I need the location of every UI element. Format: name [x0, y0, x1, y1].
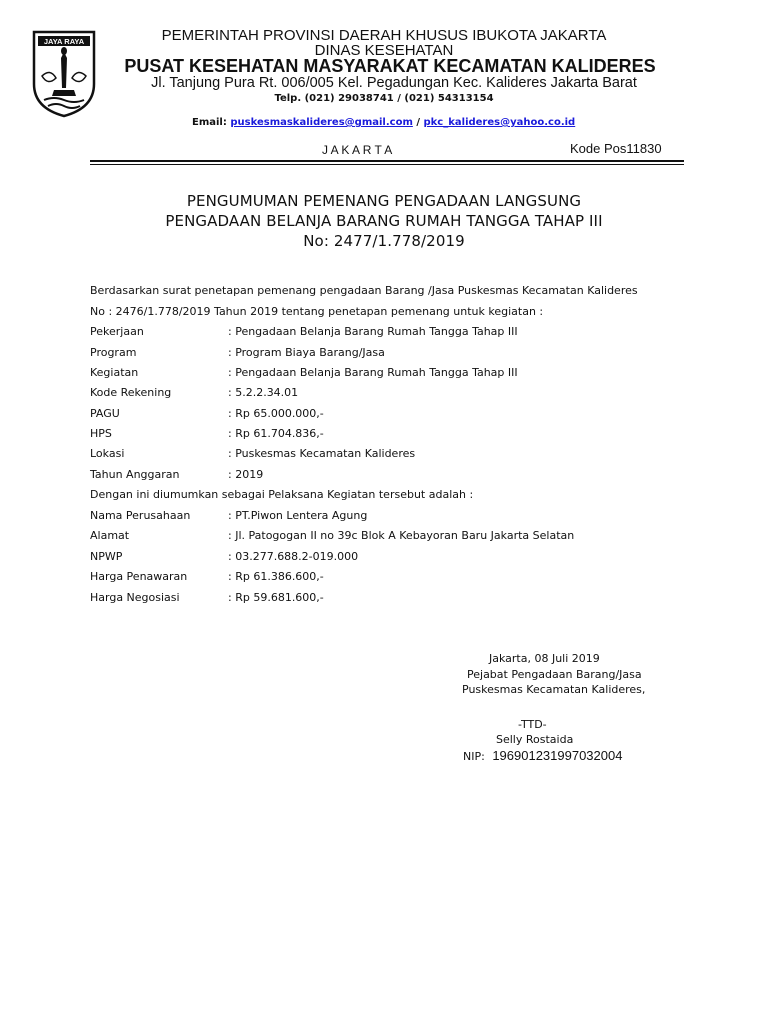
detail-label: Program	[90, 346, 137, 359]
signature-ttd-mark: -TTD-	[518, 718, 547, 731]
nip-value: 196901231997032004	[492, 748, 623, 763]
header-email	[192, 117, 575, 128]
announcement-title-line2: PENGADAAN BELANJA BARANG RUMAH TANGGA TAHAP III	[165, 212, 603, 230]
winner-label: Harga Negosiasi	[90, 591, 180, 604]
announcement-sentence: Dengan ini diumumkan sebagai Pelaksana Kegiatan tersebut adalah :	[90, 488, 474, 501]
signature-position-line2: Puskesmas Kecamatan Kalideres,	[462, 683, 646, 696]
detail-label: Kegiatan	[90, 366, 139, 379]
winner-value: : Rp 59.681.600,-	[228, 591, 324, 604]
nip-label: NIP:	[463, 750, 485, 763]
detail-value: : Rp 61.704.836,-	[228, 427, 324, 440]
detail-value: : 5.2.2.34.01	[228, 386, 299, 399]
intro-paragraph-line1: Berdasarkan surat penetapan pemenang pengadaan Barang /Jasa Puskesmas Kecamatan Kalideres	[90, 284, 638, 297]
winner-value: : Rp 61.386.600,-	[228, 570, 324, 583]
email-link-gmail[interactable]: puskesmaskalideres@gmail.com	[230, 117, 413, 128]
detail-label: HPS	[90, 427, 112, 440]
signatory-nip	[463, 748, 622, 763]
header-institution-name: PUSAT KESEHATAN MASYARAKAT KECAMATAN KALIDERES	[124, 56, 656, 76]
detail-value: : 2019	[228, 468, 264, 481]
winner-value: : PT.Piwon Lentera Agung	[228, 509, 368, 522]
announcement-title-line1: PENGUMUMAN PEMENANG PENGADAAN LANGSUNG	[186, 192, 582, 210]
winner-value: : Jl. Patogogan II no 39c Blok A Kebayoran Baru Jakarta Selatan	[228, 529, 575, 542]
signature-position-line1: Pejabat Pengadaan Barang/Jasa	[467, 668, 642, 681]
detail-label: Pekerjaan	[90, 325, 144, 338]
email-label: Email:	[192, 117, 227, 128]
email-separator: /	[416, 117, 421, 128]
header-address: Jl. Tanjung Pura Rt. 006/005 Kel. Pegadungan Kec. Kalideres Jakarta Barat	[151, 75, 637, 91]
signature-place-date: Jakarta, 08 Juli 2019	[489, 652, 600, 665]
header-postal-code: Kode Pos11830	[570, 141, 662, 156]
detail-label: Kode Rekening	[90, 386, 172, 399]
winner-value: : 03.277.688.2-019.000	[228, 550, 359, 563]
header-government-line: PEMERINTAH PROVINSI DAERAH KHUSUS IBUKOTA JAKARTA	[161, 27, 607, 44]
letterhead-divider-thin	[90, 164, 684, 165]
winner-label: Alamat	[90, 529, 130, 542]
header-phone: Telp. (021) 29038741 / (021) 54313154	[274, 93, 494, 104]
letterhead-divider-thick	[90, 160, 684, 162]
winner-label: Nama Perusahaan	[90, 509, 191, 522]
winner-label: Harga Penawaran	[90, 570, 188, 583]
winner-label: NPWP	[90, 550, 123, 563]
detail-label: PAGU	[90, 407, 120, 420]
header-city: J A K A R T A	[322, 143, 393, 157]
detail-value: : Program Biaya Barang/Jasa	[228, 346, 385, 359]
detail-value: : Rp 65.000.000,-	[228, 407, 324, 420]
detail-value: : Puskesmas Kecamatan Kalideres	[228, 447, 416, 460]
announcement-number: No: 2477/1.778/2019	[303, 232, 465, 250]
logo-text: JAYA RAYA	[43, 37, 85, 46]
detail-value: : Pengadaan Belanja Barang Rumah Tangga Tahap III	[228, 325, 518, 338]
detail-label: Lokasi	[90, 447, 125, 460]
signatory-name: Selly Rostaida	[496, 733, 574, 746]
detail-value: : Pengadaan Belanja Barang Rumah Tangga Tahap III	[228, 366, 518, 379]
detail-label: Tahun Anggaran	[90, 468, 180, 481]
header-department-line: DINAS KESEHATAN	[314, 42, 454, 59]
intro-paragraph-line2: No : 2476/1.778/2019 Tahun 2019 tentang penetapan pemenang untuk kegiatan :	[90, 305, 544, 318]
email-link-yahoo[interactable]: pkc_kalideres@yahoo.co.id	[423, 117, 576, 128]
